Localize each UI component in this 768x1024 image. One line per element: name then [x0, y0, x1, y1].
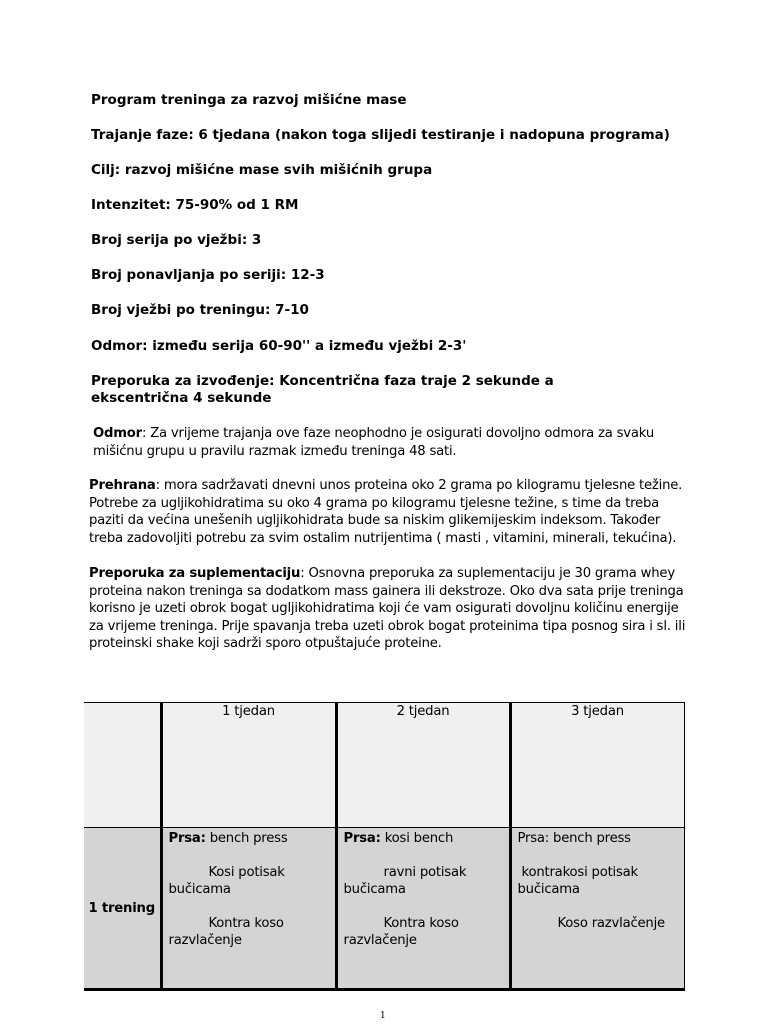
table-row — [84, 828, 684, 990]
cell-prefix: Prsa: — [517, 831, 550, 846]
cell-exercise: ravni potisak — [383, 865, 467, 880]
page-number: 1 — [380, 1011, 386, 1021]
cell-exercise: Kontra koso — [383, 916, 459, 931]
cell-exercise: Kosi potisak — [208, 865, 285, 880]
odmor-label: Odmor — [93, 426, 142, 441]
prehrana-text: : mora sadržavati dnevni unos proteina oko 2 grama po kilogramu tjelesne težine. Potrebe za ugljikohidratima su oko 4 grama po kilogramu tjelesne težine, s time da treba paziti da većina unešenih ugljikohidrata bude sa niskim glikemijeskim indeksom. Također treba zadovoljiti potrebu za svim ostalim nutrijentima ( masti , vitamini, minerali, tekućina). — [89, 478, 683, 546]
suplementacija-label: Preporuka za suplementaciju — [89, 566, 301, 581]
table-cell-week-3 — [510, 828, 684, 990]
table-corner-cell — [84, 703, 161, 828]
column-header-week-3: 3 tjedan — [510, 703, 684, 828]
cell-exercise: bench press — [549, 831, 631, 846]
column-header-week-2: 2 tjedan — [336, 703, 510, 828]
training-table — [84, 702, 685, 991]
row-label-word: trening — [101, 900, 155, 916]
doc-title: Program treninga za razvoj mišićne mase — [91, 92, 407, 108]
cell-exercise-cont: bučicama — [517, 882, 580, 897]
table-header-row — [84, 703, 684, 828]
reps-per-set: Broj ponavljanja po seriji: 12-3 — [91, 267, 325, 283]
cell-exercise: kontrakosi potisak — [521, 865, 638, 880]
cell-exercise: kosi bench — [380, 831, 454, 846]
intensity: Intenzitet: 75-90% od 1 RM — [91, 197, 299, 213]
cell-prefix: Prsa: — [343, 831, 381, 846]
phase-duration: Trajanje faze: 6 tjedana (nakon toga slijedi testiranje i nadopuna programa) — [91, 127, 670, 143]
prehrana-label: Prehrana — [89, 478, 156, 493]
prehrana-paragraph — [89, 477, 689, 547]
cell-exercise-cont: razvlačenje — [343, 933, 417, 948]
table-cell-week-1 — [161, 828, 336, 990]
cell-exercise: Kontra koso — [208, 916, 284, 931]
cell-exercise: Koso razvlačenje — [557, 916, 665, 931]
suplementacija-text: : Osnovna preporuka za suplementaciju je 30 grama whey proteina nakon treninga sa dodatkom mass gainera ili dekstroze. Oko dva sata prije treninga korisno je uzeti obrok bogat ugljikohidratima koji će vam osigurati dovoljnu količinu energije za vrijeme treninga. Prije spavanja treba uzeti obrok bogat proteinima tipa posnog sira i sl. ili proteinski shake koji sadrži sporo otpuštajuće proteine. — [89, 566, 686, 651]
rest-between: Odmor: između serija 60-90'' a između vježbi 2-3' — [91, 338, 467, 354]
sets-per-exercise: Broj serija po vježbi: 3 — [91, 232, 262, 248]
row-label-number: 1 — [88, 900, 98, 916]
cell-exercise-cont: bučicama — [343, 882, 406, 897]
odmor-text: : Za vrijeme trajanja ove faze neophodno je osigurati dovoljno odmora za svaku mišićnu grupu u pravilu razmak između treninga 48 sati. — [93, 426, 654, 459]
cell-prefix: Prsa: — [168, 831, 206, 846]
cell-exercise-cont: razvlačenje — [168, 933, 242, 948]
cell-exercise: bench press — [205, 831, 288, 846]
column-header-week-1: 1 tjedan — [161, 703, 336, 828]
exercises-per-training: Broj vježbi po treningu: 7-10 — [91, 302, 309, 318]
odmor-paragraph — [93, 425, 693, 460]
execution-recommendation: Preporuka za izvođenje: Koncentrična faza traje 2 sekunde a ekscentrična 4 sekunde — [91, 373, 554, 406]
cell-exercise-cont: bučicama — [168, 882, 231, 897]
row-label-trening-1 — [84, 828, 161, 990]
suplementacija-paragraph — [89, 565, 689, 653]
table-cell-week-2 — [336, 828, 510, 990]
goal: Cilj: razvoj mišićne mase svih mišićnih grupa — [91, 162, 433, 178]
